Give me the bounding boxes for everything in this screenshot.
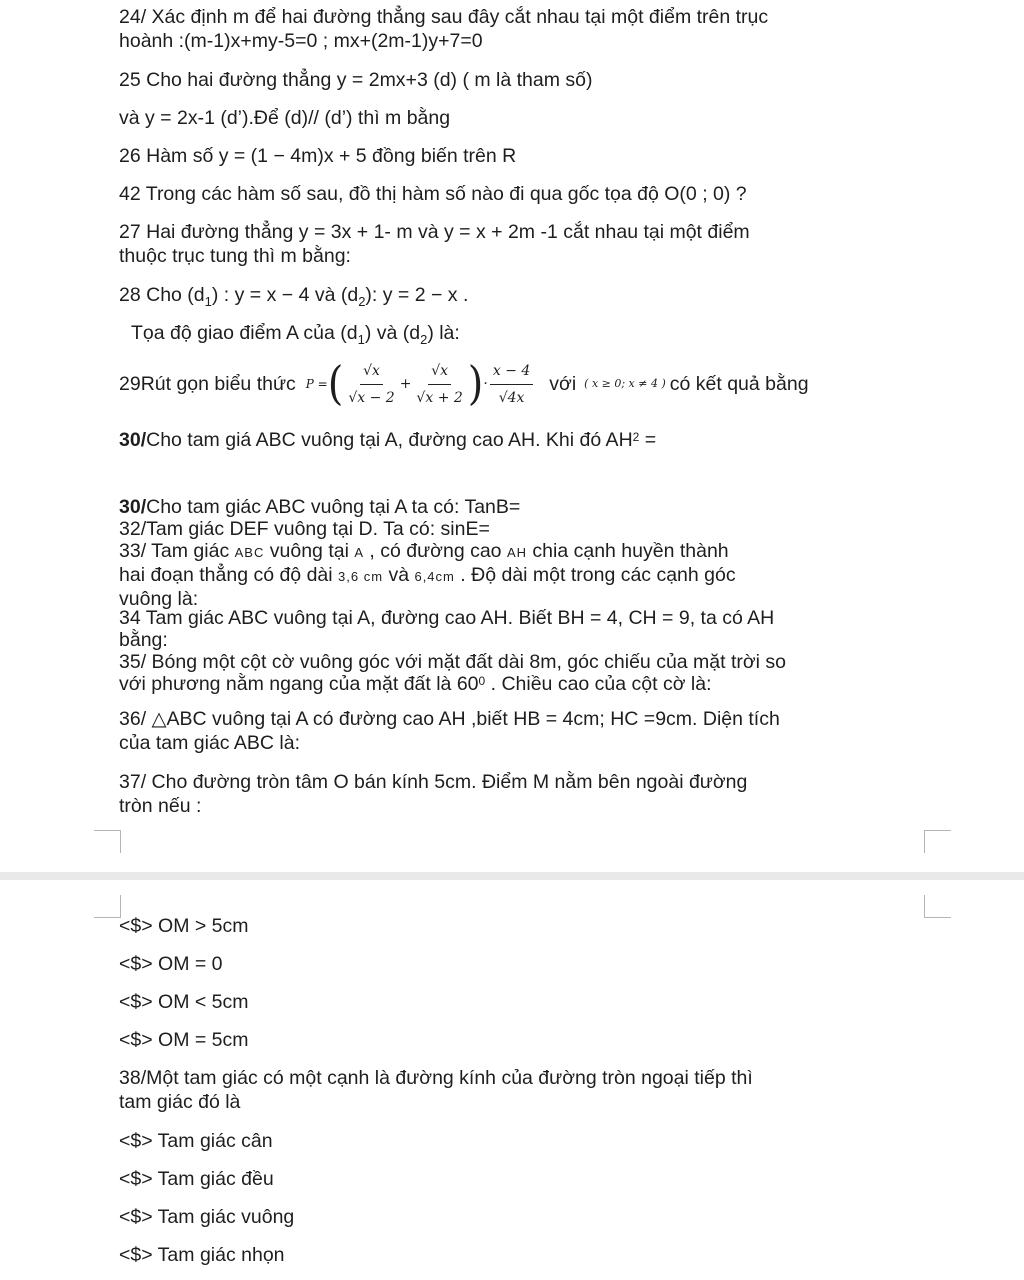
question-29-condition: ( x ≥ 0; x ≠ 4 ) (584, 377, 666, 390)
question-30b: 30/Cho tam giác ABC vuông tại A ta có: TanB= (119, 496, 521, 518)
page-gap (0, 872, 1024, 880)
question-25-line-2: và y = 2x-1 (d’).Để (d)// (d’) thì m bằng (119, 107, 451, 129)
crop-mark-top-left (94, 830, 121, 853)
question-37-line-1: 37/ Cho đường tròn tâm O bán kính 5cm. Điểm M nằm bên ngoài đường (119, 771, 748, 793)
question-38-line-1: 38/Một tam giác có một cạnh là đường kính của đường tròn ngoại tiếp thì (119, 1067, 753, 1089)
question-37-line-2: tròn nếu : (119, 795, 202, 817)
question-29-prefix: 29Rút gọn biểu thức (119, 373, 296, 395)
question-35-line-1: 35/ Bóng một cột cờ vuông góc với mặt đất dài 8m, góc chiếu của mặt trời so (119, 651, 787, 673)
question-29: 29Rút gọn biểu thức P = ( $\frac{√x}{√x - 2}$ + $\frac{√x}{√x + 2}$ ) · $\frac{x - 4}{√4x}$ với ( x ≥ 0; x ≠ 4 ) có kết quả bằng (119, 357, 809, 411)
answer-38-option-2: <$> Tam giác đều (119, 1168, 274, 1190)
crop-mark-bottom-left (94, 895, 121, 918)
question-25-line-1: 25 Cho hai đường thẳng y = 2mx+3 (d) ( m là tham số) (119, 69, 593, 91)
crop-mark-top-right (924, 830, 951, 853)
question-35-line-2: với phương nằm ngang của mặt đất là $60^0$ . Chiều cao của cột cờ là: (119, 673, 712, 695)
question-28-line-2: Tọa độ giao điểm A của $(d_1)$ và $(d_2)$ là: (131, 322, 460, 347)
question-36-line-1: 36/ △ABC vuông tại A có đường cao AH ,biết HB = 4cm; HC =9cm. Diện tích (119, 708, 780, 730)
question-34 (119, 607, 949, 651)
question-27-line-1: 27 Hai đường thẳng y = 3x + 1- m và y = x + 2m -1 cắt nhau tại một điểm (119, 221, 750, 243)
answer-38-option-1: <$> Tam giác cân (119, 1130, 273, 1152)
question-38 (119, 1066, 949, 1114)
answer-37-option-1: <$> OM > 5cm (119, 915, 249, 937)
question-36 (119, 707, 949, 755)
answer-38-option-4: <$> Tam giác nhọn (119, 1244, 285, 1266)
question-37 (119, 770, 949, 818)
question-26: 26 Hàm số y = (1 − 4m)x + 5 đồng biến trên R (119, 145, 517, 167)
question-34-line-2: bằng: (119, 629, 168, 651)
question-27 (119, 220, 949, 268)
question-24-line-1: 24/ Xác định m để hai đường thẳng sau đây cắt nhau tại một điểm trên trục (119, 6, 769, 28)
question-28: 28 Cho $(d_1)$ : y = x − 4 và $(d_2)$: y = 2 − x . (119, 284, 469, 309)
expression-p-formula: P = ( $\frac{√x}{√x - 2}$ + $\frac{√x}{√x + 2}$ ) · $\frac{x - 4}{√4x}$ (306, 359, 536, 410)
question-30a: 30/Cho tam giá ABC vuông tại A, đường cao AH. Khi đó $AH^2$ = (119, 429, 657, 451)
question-36-line-2: của tam giác ABC là: (119, 732, 301, 754)
fraction-3: $\frac{x - 4}{√4x}$ (490, 359, 533, 410)
fraction-1: $\frac{√x}{√x - 2}$ (345, 359, 397, 410)
question-33 (119, 540, 949, 610)
question-33-line-1: 33/ Tam giác ABC vuông tại A , có đường cao AH chia cạnh huyền thành (119, 540, 729, 562)
question-33-line-2: hai đoạn thẳng có độ dài 3,6 cm và 6,4cm . Độ dài một trong các cạnh góc (119, 564, 736, 586)
answer-37-option-4: <$> OM = 5cm (119, 1029, 249, 1051)
question-38-line-2: tam giác đó là (119, 1091, 241, 1113)
question-27-line-2: thuộc trục tung thì m bằng: (119, 245, 351, 267)
answer-37-option-2: <$> OM = 0 (119, 953, 223, 975)
question-24-line-2: hoành :(m-1)x+my-5=0 ; mx+(2m-1)y+7=0 (119, 30, 483, 52)
question-34-line-1: 34 Tam giác ABC vuông tại A, đường cao AH. Biết BH = 4, CH = 9, ta có AH (119, 607, 775, 629)
question-35 (119, 651, 949, 695)
question-32: 32/Tam giác DEF vuông tại D. Ta có: sinE= (119, 518, 490, 540)
answer-38-option-3: <$> Tam giác vuông (119, 1206, 295, 1228)
fraction-2: $\frac{√x}{√x + 2}$ (413, 359, 465, 410)
answer-37-option-3: <$> OM < 5cm (119, 991, 249, 1013)
question-42: 42 Trong các hàm số sau, đồ thị hàm số nào đi qua gốc tọa độ O(0 ; 0) ? (119, 183, 747, 205)
question-33-line-3: vuông là: (119, 588, 199, 610)
question-24 (119, 5, 949, 53)
